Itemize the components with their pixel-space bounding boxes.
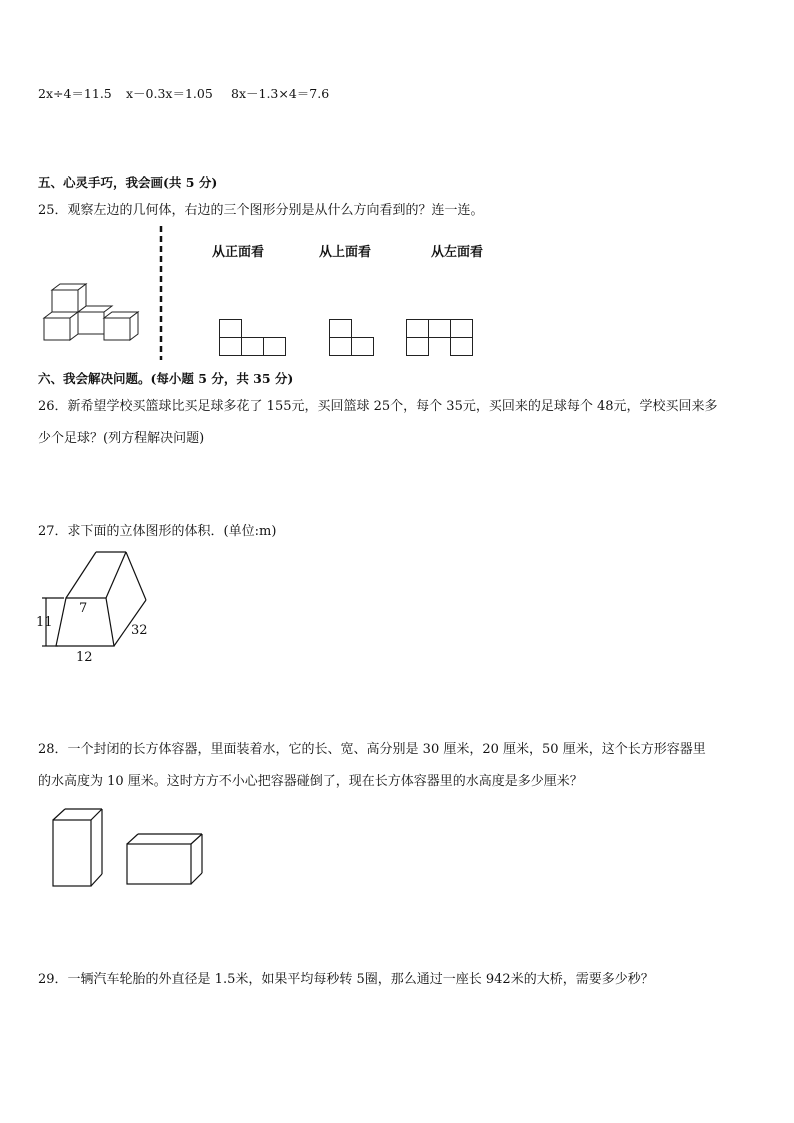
question-26-line-2: 少个足球？(列方程解决问题) [38,431,205,446]
q25-divider [158,226,164,360]
question-28-line-1: 28．一个封闭的长方体容器，里面装着水，它的长、宽、高分别是 30 厘米，20 厘米，50 厘米，这个长方形容器里 [38,742,706,757]
equation-2: x－0.3x＝1.05 [126,86,213,101]
q28-upright-box [52,808,104,888]
question-26-line-1: 26．新希望学校买篮球比买足球多花了 155元，买回篮球 25个，每个 35元，买回来的足球每个 48元，学校买回来多 [38,399,718,414]
q27-label-bottom: 12 [76,650,93,665]
view-label-top: 从上面看 [319,245,372,260]
section-5-title: 五、心灵手巧，我会画(共 5 分) [38,175,218,190]
equation-3: 8x－1.3×4＝7.6 [231,86,330,101]
question-29-text: 29．一辆汽车轮胎的外直径是 1.5米，如果平均每秒转 5圈，那么通过一座长 942米的大桥，需要多少秒？ [38,972,654,987]
equation-1: 2x÷4＝11.5 [38,86,112,101]
view-shape-3 [406,319,474,357]
view-shape-2 [329,319,375,357]
question-27-text: 27．求下面的立体图形的体积．(单位:m) [38,524,277,539]
question-25-text: 25．观察左边的几何体，右边的三个图形分别是从什么方向看到的？连一连。 [38,203,484,218]
q27-label-top: 7 [79,601,88,616]
q27-label-height: 11 [36,615,53,630]
q28-fallen-box [126,832,204,886]
view-label-front: 从正面看 [212,245,265,260]
q27-prism-figure [36,550,166,665]
q27-label-depth: 32 [131,623,148,638]
view-shape-1 [219,319,287,357]
view-label-left: 从左面看 [431,245,484,260]
q25-cubes-figure [40,282,140,344]
section-6-title: 六、我会解决问题。(每小题 5 分，共 35 分) [38,371,294,386]
question-28-line-2: 的水高度为 10 厘米。这时方方不小心把容器碰倒了，现在长方体容器里的水高度是多少厘米？ [38,774,583,789]
